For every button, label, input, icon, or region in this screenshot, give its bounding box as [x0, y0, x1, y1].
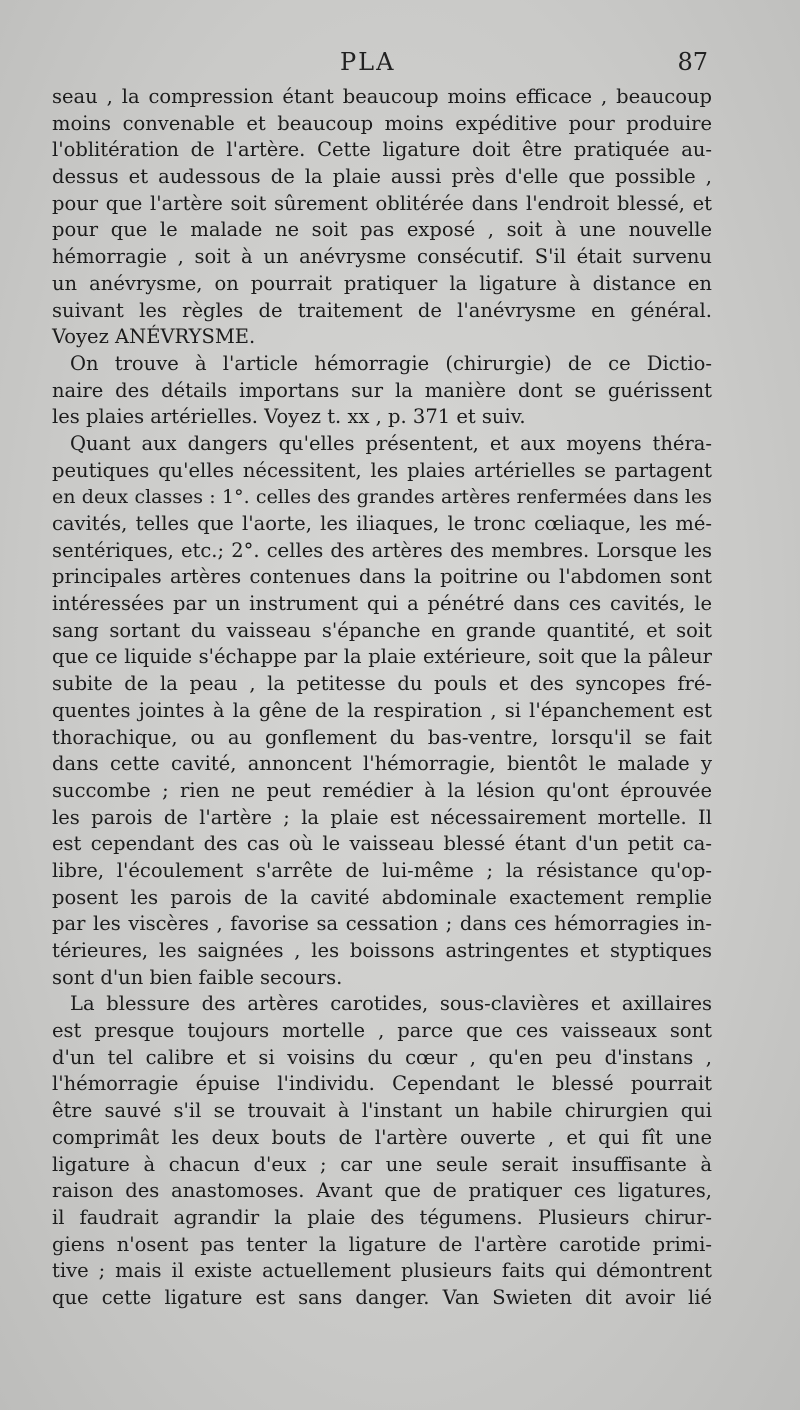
text-line: d'un tel calibre et si voisins du cœur , qu'en peu d'instans , — [52, 1045, 712, 1069]
text-line: par les viscères , favorise sa cessation ; dans ces hémorragies in- — [52, 912, 712, 936]
text-line: posent les parois de la cavité abdominale exactement remplie — [52, 885, 712, 909]
text-line: cavités, telles que l'aorte, les iliaques, le tronc cœliaque, les mé- — [52, 512, 712, 535]
text-line: suivant les règles de traitement de l'anévrysme en général. — [52, 298, 712, 322]
text-line: Voyez ANÉVRYSME. — [52, 325, 256, 349]
text-line: succombe ; rien ne peut remédier à la lésion qu'ont éprouvée — [52, 778, 712, 802]
text-line: On trouve à l'article hémorragie (chirurgie) de ce Dictio- — [70, 351, 712, 375]
text-line: sentériques, etc.; 2°. celles des artères des membres. Lorsque les — [52, 538, 712, 562]
text-line: comprimât les deux bouts de l'artère ouverte , et qui fît une — [52, 1125, 712, 1149]
text-line: moins convenable et beaucoup moins expéditive pour produire — [52, 111, 712, 135]
text-line: sang sortant du vaisseau s'épanche en grande quantité, et soit — [52, 618, 712, 642]
text-line: les parois de l'artère ; la plaie est nécessairement mortelle. Il — [52, 805, 712, 829]
text-line: seau , la compression étant beaucoup moins efficace , beaucoup — [52, 85, 712, 108]
text-line: thorachique, ou au gonflement du bas-ventre, lorsqu'il se fait — [52, 725, 712, 749]
text-line: naire des détails importans sur la manière dont se guérissent — [52, 378, 712, 402]
text-line: hémorragie , soit à un anévrysme consécutif. S'il était survenu — [52, 245, 712, 269]
text-line: intéressées par un instrument qui a pénétré dans ces cavités, le — [52, 592, 712, 616]
text-line: en deux classes : 1°. celles des grandes artères renfermées dans les — [52, 486, 712, 509]
text-line: l'hémorragie épuise l'individu. Cependant le blessé pourrait — [52, 1072, 712, 1096]
text-line: que ce liquide s'échappe par la plaie extérieure, soit que la pâleur — [52, 645, 712, 669]
text-line: est presque toujours mortelle , parce que ces vaisseaux sont — [52, 1019, 712, 1043]
text-line: sont d'un bien faible secours. — [52, 965, 343, 989]
text-line: térieures, les saignées , les boissons astringentes et styptiques — [52, 939, 712, 962]
text-line: raison des anastomoses. Avant que de pratiquer ces ligatures, — [52, 1179, 712, 1203]
text-line: il faudrait agrandir la plaie des tégumens. Plusieurs chirur- — [52, 1205, 712, 1229]
text-line: les plaies artérielles. Voyez t. xx , p. 371 et suiv. — [52, 405, 526, 429]
text-line: l'oblitération de l'artère. Cette ligature doit être pratiquée au- — [52, 138, 712, 162]
text-line: ligature à chacun d'eux ; car une seule serait insuffisante à — [52, 1152, 712, 1176]
text-line: peutiques qu'elles nécessitent, les plaies artérielles se partagent — [52, 458, 712, 482]
page-number: 87 — [677, 48, 708, 76]
text-line: libre, l'écoulement s'arrête de lui-même ; la résistance qu'op- — [52, 858, 712, 882]
text-line: tive ; mais il existe actuellement plusieurs faits qui démontrent — [52, 1259, 712, 1283]
running-head: PLA — [340, 48, 396, 76]
text-line: subite de la peau , la petitesse du pouls et des syncopes fré- — [52, 672, 712, 696]
text-line: quentes jointes à la gêne de la respiration , si l'épanchement est — [52, 698, 712, 722]
text-line: pour que le malade ne soit pas exposé , soit à une nouvelle — [52, 218, 712, 242]
body-text — [52, 84, 712, 1312]
text-line: pour que l'artère soit sûrement oblitérée dans l'endroit blessé, et — [52, 191, 712, 215]
text-line: dans cette cavité, annoncent l'hémorragie, bientôt le malade y — [52, 752, 712, 776]
text-line: dessus et audessous de la plaie aussi près d'elle que possible , — [52, 165, 712, 189]
text-line: giens n'osent pas tenter la ligature de l'artère carotide primi- — [52, 1232, 712, 1256]
text-line: Quant aux dangers qu'elles présentent, et aux moyens théra- — [70, 431, 712, 455]
text-line: être sauvé s'il se trouvait à l'instant un habile chirurgien qui — [52, 1099, 712, 1123]
text-line: La blessure des artères carotides, sous-clavières et axillaires — [70, 992, 712, 1016]
text-line: que cette ligature est sans danger. Van Swieten dit avoir lié — [52, 1285, 712, 1309]
text-line: un anévrysme, on pourrait pratiquer la ligature à distance en — [52, 271, 712, 295]
page-header — [0, 48, 800, 82]
text-line: est cependant des cas où le vaisseau blessé étant d'un petit ca- — [52, 832, 712, 856]
text-line: principales artères contenues dans la poitrine ou l'abdomen sont — [52, 565, 712, 589]
